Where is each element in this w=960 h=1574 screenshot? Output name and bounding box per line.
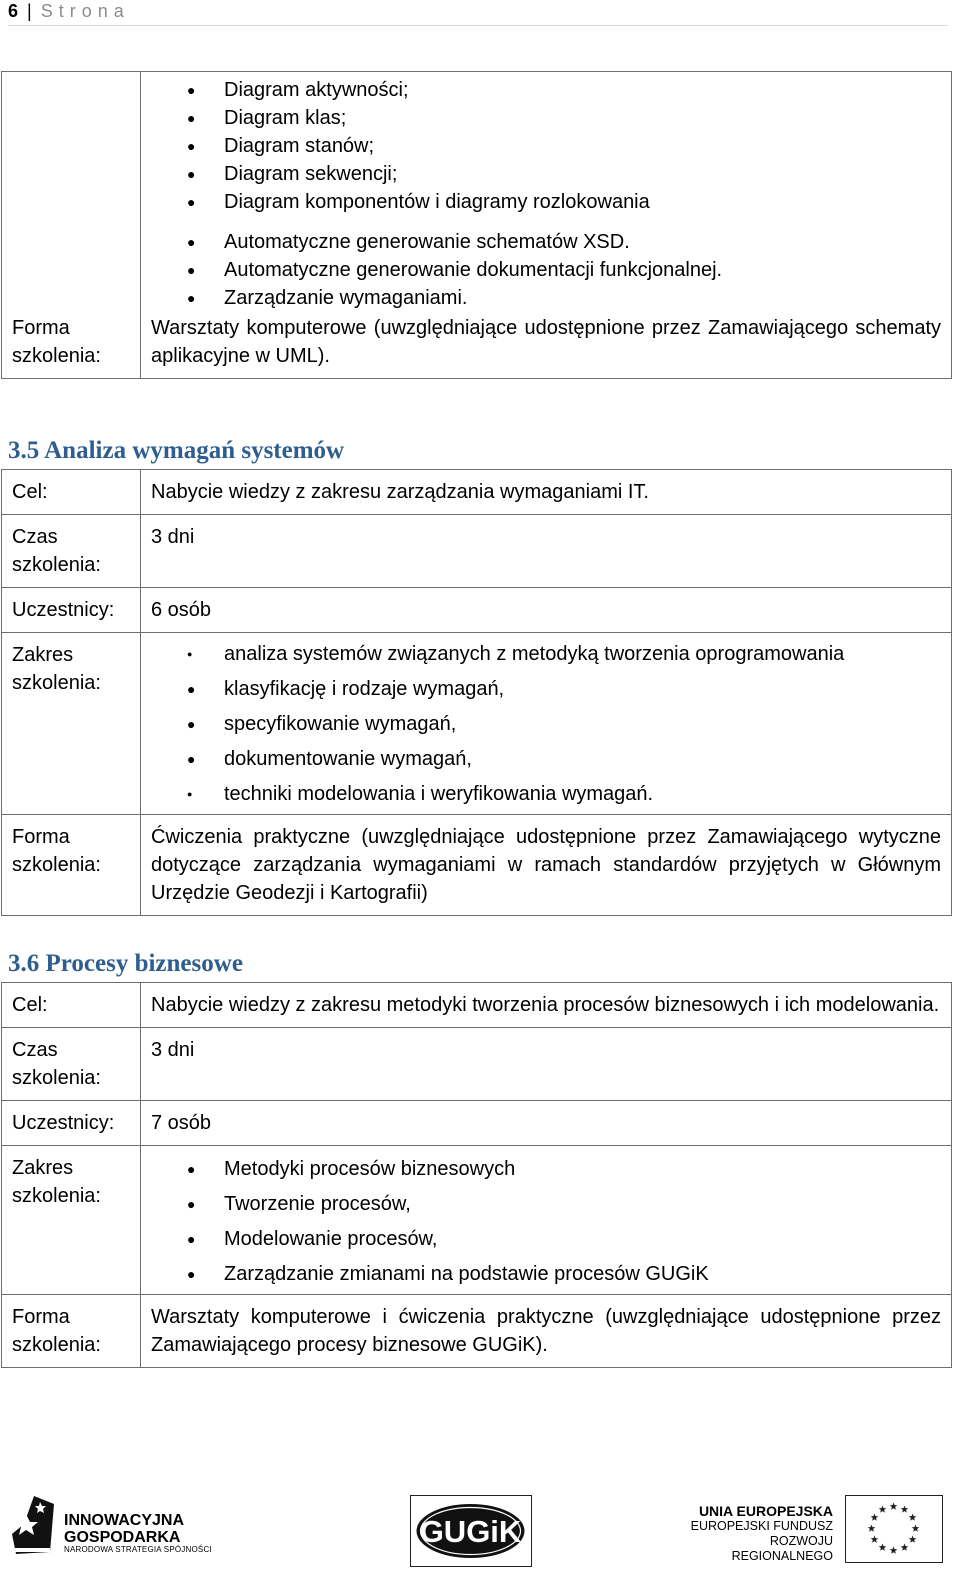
table-row: [2, 588, 952, 633]
table-row: [2, 815, 952, 916]
list-item: ● Diagram aktywności;: [151, 76, 941, 104]
forma-value: Ćwiczenia praktyczne (uwzględniające udostępnione przez Zamawiającego wytyczne dotyczące zarządzania wymaganiami w ramach standardów przyjętych w Głównym Urzędzie Geodezji i Kartografii): [141, 815, 952, 916]
eu-star: [868, 1525, 876, 1532]
forma-value: Warsztaty komputerowe i ćwiczenia praktyczne (uwzględniające udostępnione przez Zamawiającego procesy biznesowe GUGiK).: [141, 1295, 952, 1368]
czas-value: 3 dni: [141, 515, 952, 588]
cel-value: Nabycie wiedzy z zakresu metodyki tworzenia procesów biznesowych i ich modelowania.: [141, 983, 952, 1028]
czas-label: Czas szkolenia:: [2, 1028, 141, 1101]
list-item: ● Zarządzanie zmianami na podstawie procesów GUGiK: [151, 1257, 941, 1292]
eu-star: [901, 1544, 909, 1551]
list-item: ● Diagram sekwencji;: [151, 160, 941, 188]
table-row: [2, 515, 952, 588]
eu-star: [890, 1547, 898, 1554]
list-item: ● Modelowanie procesów,: [151, 1222, 941, 1257]
eu-star: [871, 1514, 879, 1521]
table-row: [2, 1146, 952, 1295]
forma-label: Forma szkolenia:: [2, 312, 141, 379]
section-35-title: 3.5 Analiza wymagań systemów: [8, 437, 345, 464]
innowacyjna-gospodarka-mark-icon: [10, 1494, 56, 1556]
section-35-table: [1, 469, 952, 916]
list-item: ● Tworzenie procesów,: [151, 1187, 941, 1222]
zakres-label: Zakres szkolenia:: [2, 1146, 141, 1295]
features-list: [151, 228, 941, 312]
list-item: ● analiza systemów związanych z metodyką tworzenia oprogramowania: [151, 637, 941, 672]
ig-line3: NARODOWA STRATEGIA SPÓJNOŚCI: [64, 1545, 212, 1554]
gugik-logo: [410, 1495, 532, 1567]
cel-value: Nabycie wiedzy z zakresu zarządzania wymaganiami IT.: [141, 470, 952, 515]
diagram-list-cell: [141, 72, 952, 313]
empty-label-cell: [2, 72, 141, 313]
list-item: ● dokumentowanie wymagań,: [151, 742, 941, 777]
forma-label: Forma szkolenia:: [2, 815, 141, 916]
table-row: [2, 1101, 952, 1146]
header-word: Strona: [40, 1, 130, 21]
ig-line2: GOSPODARKA: [64, 1529, 181, 1546]
list-item: ● Diagram klas;: [151, 104, 941, 132]
zakres-list: [151, 637, 941, 812]
eu-star: [909, 1514, 917, 1521]
gugik-text: GUGiK: [419, 1514, 522, 1549]
page-header: [8, 0, 948, 26]
table-row: [2, 983, 952, 1028]
gugik-logo-icon: [411, 1496, 530, 1565]
eu-star: [912, 1525, 920, 1532]
list-item: ● Diagram komponentów i diagramy rozlokowania: [151, 188, 941, 216]
eu-star: [901, 1505, 909, 1512]
eu-line3: ROZWOJU REGIONALNEGO: [731, 1534, 833, 1563]
uczestnicy-value: 6 osób: [141, 588, 952, 633]
eu-star: [871, 1536, 879, 1543]
list-item: ● klasyfikację i rodzaje wymagań,: [151, 672, 941, 707]
table-row: [2, 72, 952, 313]
table-row: [2, 1028, 952, 1101]
eu-flag-logo: [845, 1495, 943, 1563]
table-row: [2, 633, 952, 815]
footer-logos: [0, 1488, 960, 1574]
eu-line2: EUROPEJSKI FUNDUSZ: [690, 1519, 833, 1533]
ig-line1: INNOWACYJNA: [64, 1512, 185, 1529]
diagram-list: [151, 76, 941, 216]
list-item: ● techniki modelowania i weryfikowania wymagań.: [151, 777, 941, 812]
forma-value: Warsztaty komputerowe (uwzględniające udostępnione przez Zamawiającego schematy aplikacyjne w UML).: [141, 312, 952, 379]
page-number: 6: [8, 1, 19, 21]
list-item: ● Zarządzanie wymaganiami.: [151, 284, 941, 312]
czas-value: 3 dni: [141, 1028, 952, 1101]
list-item: ● Automatyczne generowanie dokumentacji funkcjonalnej.: [151, 256, 941, 284]
eu-star: [879, 1544, 887, 1551]
eu-stars-icon: [846, 1496, 941, 1561]
uczestnicy-label: Uczestnicy:: [2, 588, 141, 633]
eu-fund-text: [668, 1504, 833, 1564]
table-row: [2, 1295, 952, 1368]
top-table: [1, 71, 952, 379]
ig-title: [64, 1512, 184, 1546]
zakres-label: Zakres szkolenia:: [2, 633, 141, 815]
section-36-table: [1, 982, 952, 1368]
eu-star: [890, 1503, 898, 1510]
zakres-list-cell: [141, 1146, 952, 1295]
eu-star: [909, 1536, 917, 1543]
uczestnicy-label: Uczestnicy:: [2, 1101, 141, 1146]
table-row: [2, 470, 952, 515]
header-separator: |: [27, 1, 32, 21]
eu-star: [879, 1505, 887, 1512]
section-36-title: 3.6 Procesy biznesowe: [8, 950, 243, 977]
list-item: ● specyfikowanie wymagań,: [151, 707, 941, 742]
uczestnicy-value: 7 osób: [141, 1101, 952, 1146]
list-item: ● Automatyczne generowanie schematów XSD.: [151, 228, 941, 256]
cel-label: Cel:: [2, 470, 141, 515]
forma-label: Forma szkolenia:: [2, 1295, 141, 1368]
innowacyjna-gospodarka-logo: [10, 1494, 220, 1556]
czas-label: Czas szkolenia:: [2, 515, 141, 588]
list-item: ● Diagram stanów;: [151, 132, 941, 160]
list-item: ● Metodyki procesów biznesowych: [151, 1152, 941, 1187]
table-row: [2, 312, 952, 379]
cel-label: Cel:: [2, 983, 141, 1028]
zakres-list: [151, 1152, 941, 1292]
eu-line1: UNIA EUROPEJSKA: [698, 1503, 833, 1519]
zakres-list-cell: [141, 633, 952, 815]
